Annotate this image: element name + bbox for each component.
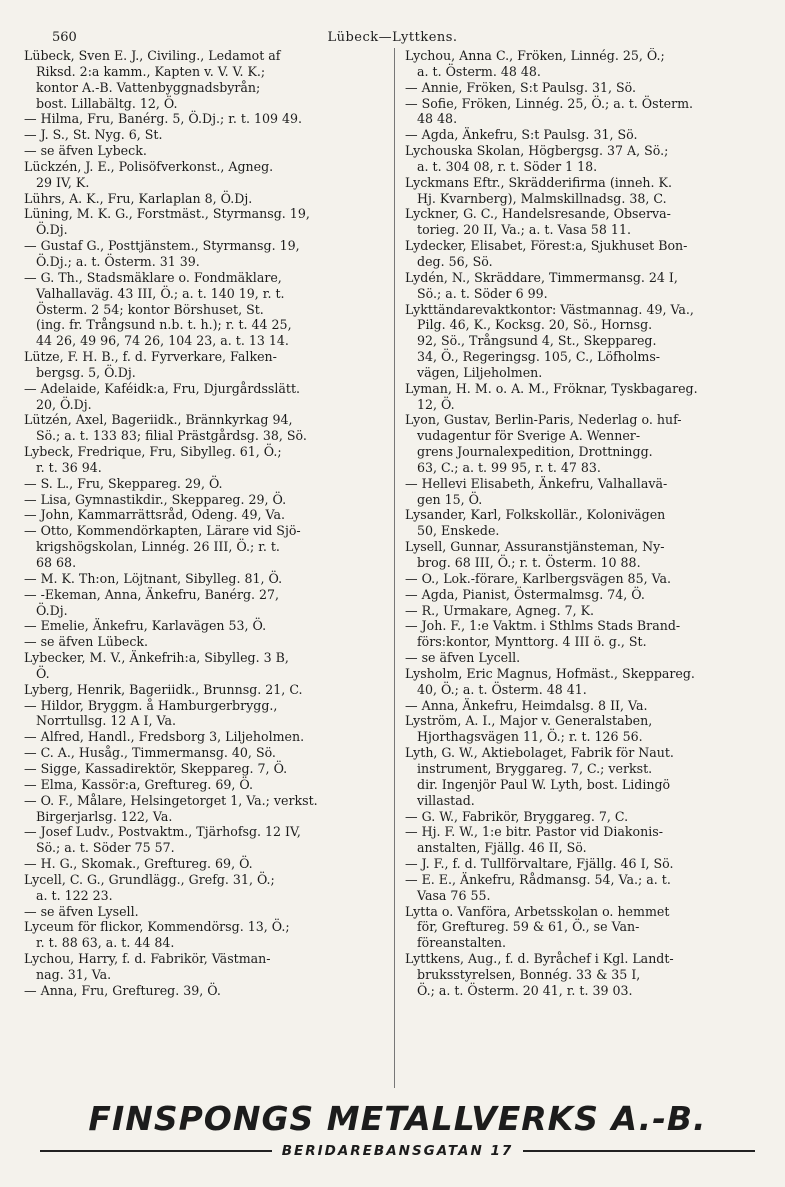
directory-entry-line: 63, C.; a. t. 99 95, r. t. 47 83.	[405, 459, 601, 475]
directory-entry-line: — Hilma, Fru, Banérg. 5, Ö.Dj.; r. t. 109 49.	[24, 111, 303, 127]
directory-entry-line: — J. S., St. Nyg. 6, St.	[24, 127, 163, 143]
directory-entry-line: Lückzén, J. E., Polisöfverkonst., Agneg.	[24, 158, 274, 174]
directory-entry-line: grens Journalexpedition, Drottningg.	[405, 444, 653, 460]
directory-entry-line: Lyckner, G. C., Handelsresande, Observa-	[405, 206, 671, 222]
column-divider	[394, 48, 395, 1088]
directory-entry-line: a. t. 304 08, r. t. Söder 1 18.	[405, 158, 598, 174]
directory-entry-line: nag. 31, Va.	[24, 966, 112, 982]
directory-entry-line: Lysander, Karl, Folkskollär., Kolonivägen	[405, 507, 666, 523]
address-rule-left	[40, 1150, 272, 1152]
address-rule-right	[523, 1150, 755, 1152]
directory-entry-line: brog. 68 III, Ö.; r. t. Österm. 10 88.	[405, 555, 641, 570]
directory-entry-line: Lührs, A. K., Fru, Karlaplan 8, Ö.Dj.	[24, 190, 253, 206]
directory-entry-line: — Sofie, Fröken, Linnég. 25, Ö.; a. t. Österm.	[405, 95, 694, 111]
directory-entry-line: Lychou, Anna C., Fröken, Linnég. 25, Ö.;	[405, 48, 665, 63]
advertiser-name: FINSPONGS METALLVERKS A.-B.	[88, 1099, 707, 1138]
directory-entry-line: gen 15, Ö.	[405, 491, 483, 507]
directory-entry-line: — Josef Ludv., Postvaktm., Tjärhofsg. 12 IV,	[24, 824, 301, 840]
directory-entry-line: Valhallaväg. 43 III, Ö.; a. t. 140 19, r. t.	[24, 285, 285, 301]
directory-entry-line: — Anna, Fru, Greftureg. 39, Ö.	[24, 982, 221, 998]
directory-entry-line: r. t. 36 94.	[24, 459, 102, 475]
directory-columns	[24, 48, 766, 1098]
directory-entry-line: a. t. 122 23.	[24, 887, 113, 903]
directory-entry-line: 68 68.	[24, 555, 77, 570]
directory-entry-line: instrument, Bryggareg. 7, C.; verkst.	[405, 760, 653, 776]
advertiser-address-row	[40, 1143, 755, 1159]
directory-entry-line: — Elma, Kassör:a, Greftureg. 69, Ö.	[24, 776, 254, 792]
directory-entry-line: — Annie, Fröken, S:t Paulsg. 31, Sö.	[405, 79, 636, 95]
directory-entry-line: Lycell, C. G., Grundlägg., Grefg. 31, Ö.;	[24, 871, 275, 887]
directory-entry-line: Ö.; a. t. Österm. 20 41, r. t. 39 03.	[405, 982, 633, 998]
advertiser-address: BERIDAREBANSGATAN 17	[281, 1143, 514, 1159]
directory-entry-line: 48 48.	[405, 111, 458, 127]
directory-entry-line: anstalten, Fjällg. 46 II, Sö.	[405, 840, 587, 856]
directory-entry-line: — se äfven Lysell.	[24, 903, 139, 919]
directory-entry-line: — O. F., Målare, Helsingetorget 1, Va.; verkst.	[24, 792, 318, 808]
directory-entry-line: villastad.	[405, 792, 475, 808]
directory-entry-line: — G. Th., Stadsmäklare o. Fondmäklare,	[24, 269, 282, 285]
directory-entry-line: Sö.; a. t. 133 83; filial Prästgårdsg. 38, Sö.	[24, 428, 307, 444]
advertisement-banner	[40, 1101, 755, 1159]
directory-entry-line: Lychouska Skolan, Högbergsg. 37 A, Sö.;	[405, 143, 669, 159]
directory-entry-line: bergsg. 5, Ö.Dj.	[24, 364, 136, 380]
directory-entry-line: — -Ekeman, Anna, Änkefru, Banérg. 27,	[24, 586, 280, 602]
directory-entry-line: Lyon, Gustav, Berlin-Paris, Nederlag o. huf-	[405, 412, 682, 428]
directory-entry-line: Sö.; a. t. Söder 6 99.	[405, 285, 548, 301]
directory-entry-line: Lyth, G. W., Aktiebolaget, Fabrik för Naut.	[405, 745, 674, 761]
directory-entry-line: Hj. Kvarnberg), Malmskillnadsg. 38, C.	[405, 190, 667, 206]
directory-entry-line: — Sigge, Kassadirektör, Skeppareg. 7, Ö.	[24, 760, 288, 776]
directory-entry-line: dir. Ingenjör Paul W. Lyth, bost. Lidingö	[405, 776, 671, 792]
directory-entry-line: — H. G., Skomak., Greftureg. 69, Ö.	[24, 856, 253, 872]
directory-entry-line: — S. L., Fru, Skeppareg. 29, Ö.	[24, 475, 223, 491]
directory-entry-line: Birgerjarlsg. 122, Va.	[24, 808, 173, 824]
directory-entry-line: — Alfred, Handl., Fredsborg 3, Liljeholmen.	[24, 729, 305, 745]
directory-entry-line: — Joh. F., 1:e Vaktm. i Sthlms Stads Brand-	[405, 618, 681, 634]
directory-entry-line: r. t. 88 63, a. t. 44 84.	[24, 935, 175, 951]
directory-entry-line: Lyttkens, Aug., f. d. Byråchef i Kgl. Landt-	[405, 951, 674, 967]
directory-entry-line: — se äfven Lybeck.	[24, 143, 147, 159]
directory-entry-line: — Hj. F. W., 1:e bitr. Pastor vid Diakonis-	[405, 824, 663, 840]
directory-entry-line: — E. E., Änkefru, Rådmansg. 54, Va.; a. t.	[405, 871, 671, 887]
right-column	[405, 48, 765, 999]
directory-entry-line: — Hellevi Elisabeth, Änkefru, Valhallavä-	[405, 475, 668, 491]
directory-entry-line: förs:kontor, Mynttorg. 4 III ö. g., St.	[405, 634, 647, 650]
directory-entry-line: — Agda, Pianist, Östermalmsg. 74, Ö.	[405, 586, 645, 602]
directory-entry-line: Ö.	[24, 665, 50, 681]
directory-entry-line: Ö.Dj.	[24, 602, 68, 618]
directory-entry-line: Lybeck, Fredrique, Fru, Sibylleg. 61, Ö.;	[24, 444, 282, 460]
directory-entry-line: — R., Urmakare, Agneg. 7, K.	[405, 602, 595, 618]
directory-entry-line: Lyman, H. M. o. A. M., Fröknar, Tyskbagareg.	[405, 380, 698, 396]
directory-entry-line: — O., Lok.-förare, Karlbergsvägen 85, Va.	[405, 570, 672, 586]
directory-entry-line: (ing. fr. Trångsund n.b. t. h.); r. t. 44 25,	[24, 317, 292, 333]
directory-entry-line: Norrtullsg. 12 A I, Va.	[24, 713, 176, 729]
directory-entry-line: Lysholm, Eric Magnus, Hofmäst., Skeppareg.	[405, 665, 695, 681]
directory-entry-line: deg. 56, Sö.	[405, 253, 493, 269]
directory-entry-line: 44 26, 49 96, 74 26, 104 23, a. t. 13 14.	[24, 333, 289, 349]
directory-entry-line: Hjorthagsvägen 11, Ö.; r. t. 126 56.	[405, 729, 643, 745]
directory-entry-line: vudagentur för Sverige A. Wenner-	[405, 428, 641, 444]
directory-entry-line: — Anna, Änkefru, Heimdalsg. 8 II, Va.	[405, 697, 648, 713]
directory-entry-line: — Hildor, Bryggm. å Hamburgerbrygg.,	[24, 697, 278, 713]
directory-entry-line: 50, Enskede.	[405, 523, 500, 539]
directory-entry-line: Lydecker, Elisabet, Förest:a, Sjukhuset Bon-	[405, 238, 688, 254]
directory-entry-line: 12, Ö.	[405, 396, 455, 412]
directory-entry-line: krigshögskolan, Linnég. 26 III, Ö.; r. t.	[24, 539, 280, 555]
directory-entry-line: Lüning, M. K. G., Forstmäst., Styrmansg. 19,	[24, 206, 310, 222]
directory-entry-line: Lyceum för flickor, Kommendörsg. 13, Ö.;	[24, 919, 290, 935]
directory-entry-line: 20, Ö.Dj.	[24, 396, 92, 412]
directory-entry-line: Lyckmans Eftr., Skrädderifirma (inneh. K.	[405, 174, 672, 190]
directory-entry-line: Pilg. 46, K., Kocksg. 20, Sö., Hornsg.	[405, 317, 653, 333]
directory-entry-line: Lütze, F. H. B., f. d. Fyrverkare, Falken-	[24, 349, 277, 365]
directory-entry-line: Lychou, Harry, f. d. Fabrikör, Västman-	[24, 951, 271, 967]
directory-entry-line: Lybecker, M. V., Änkefrih:a, Sibylleg. 3 B,	[24, 650, 289, 666]
directory-entry-line: Lydén, N., Skräddare, Timmermansg. 24 I,	[405, 269, 678, 285]
directory-entry-line: Lyberg, Henrik, Bageriidk., Brunnsg. 21, C.	[24, 681, 303, 697]
directory-entry-line: — se äfven Lycell.	[405, 650, 521, 666]
directory-entry-line: Lützén, Axel, Bageriidk., Brännkyrkag 94,	[24, 412, 293, 428]
directory-entry-line: — Gustaf G., Posttjänstem., Styrmansg. 19,	[24, 238, 300, 254]
directory-entry-line: 29 IV, K.	[24, 174, 90, 190]
directory-entry-line: — M. K. Th:on, Löjtnant, Sibylleg. 81, Ö.	[24, 570, 283, 586]
directory-entry-line: Sö.; a. t. Söder 75 57.	[24, 840, 175, 856]
directory-entry-line: Ö.Dj.; a. t. Österm. 31 39.	[24, 253, 200, 269]
directory-entry-line: Lyström, A. I., Major v. Generalstaben,	[405, 713, 653, 729]
directory-entry-line: — John, Kammarrättsråd, Odeng. 49, Va.	[24, 507, 285, 523]
running-head: Lübeck—Lyttkens.	[327, 30, 458, 45]
directory-entry-line: — C. A., Husåg., Timmermansg. 40, Sö.	[24, 745, 276, 761]
directory-entry-line: 92, Sö., Trångsund 4, St., Skeppareg.	[405, 333, 657, 349]
directory-entry-line: Lübeck, Sven E. J., Civiling., Ledamot af	[24, 48, 281, 63]
directory-entry-line: a. t. Österm. 48 48.	[405, 63, 541, 79]
directory-entry-line: föreanstalten.	[405, 935, 507, 951]
directory-entry-line: — J. F., f. d. Tullförvaltare, Fjällg. 46 I, Sö.	[405, 856, 674, 872]
directory-entry-line: — G. W., Fabrikör, Bryggareg. 7, C.	[405, 808, 629, 824]
directory-entry-line: Riksd. 2:a kamm., Kapten v. V. V. K.;	[24, 63, 266, 79]
directory-entry-line: — Otto, Kommendörkapten, Lärare vid Sjö-	[24, 523, 301, 539]
left-column	[24, 48, 384, 999]
directory-entry-line: Lysell, Gunnar, Assuranstjänsteman, Ny-	[405, 539, 665, 555]
directory-entry-line: Ö.Dj.	[24, 222, 68, 238]
directory-entry-line: 34, Ö., Regeringsg. 105, C., Löfholms-	[405, 349, 661, 365]
directory-entry-line: vägen, Liljeholmen.	[405, 364, 543, 380]
directory-entry-line: — Adelaide, Kaféidk:a, Fru, Djurgårdsslätt.	[24, 380, 301, 396]
directory-entry-line: 40, Ö.; a. t. Österm. 48 41.	[405, 681, 587, 697]
directory-entry-line: bruksstyrelsen, Bonnég. 33 & 35 I,	[405, 966, 641, 982]
directory-entry-line: Vasa 76 55.	[405, 887, 491, 903]
directory-entry-line: bost. Lillabältg. 12, Ö.	[24, 95, 178, 111]
directory-entry-line: Lytta o. Vanföra, Arbetsskolan o. hemmet	[405, 903, 670, 919]
directory-entry-line: torieg. 20 II, Va.; a. t. Vasa 58 11.	[405, 222, 631, 238]
directory-entry-line: — se äfven Lübeck.	[24, 634, 149, 650]
directory-entry-line: — Emelie, Änkefru, Karlavägen 53, Ö.	[24, 618, 267, 634]
directory-entry-line: för, Greftureg. 59 & 61, Ö., se Van-	[405, 919, 640, 935]
directory-entry-line: kontor A.-B. Vattenbyggnadsbyrån;	[24, 79, 261, 95]
directory-entry-line: Österm. 2 54; kontor Börshuset, St.	[24, 301, 264, 317]
directory-entry-line: — Lisa, Gymnastikdir., Skeppareg. 29, Ö.	[24, 491, 287, 507]
page-number: 560	[52, 30, 77, 45]
directory-entry-line: Lykttändarevaktkontor: Västmannag. 49, Va.,	[405, 301, 694, 317]
directory-entry-line: — Agda, Änkefru, S:t Paulsg. 31, Sö.	[405, 127, 638, 143]
